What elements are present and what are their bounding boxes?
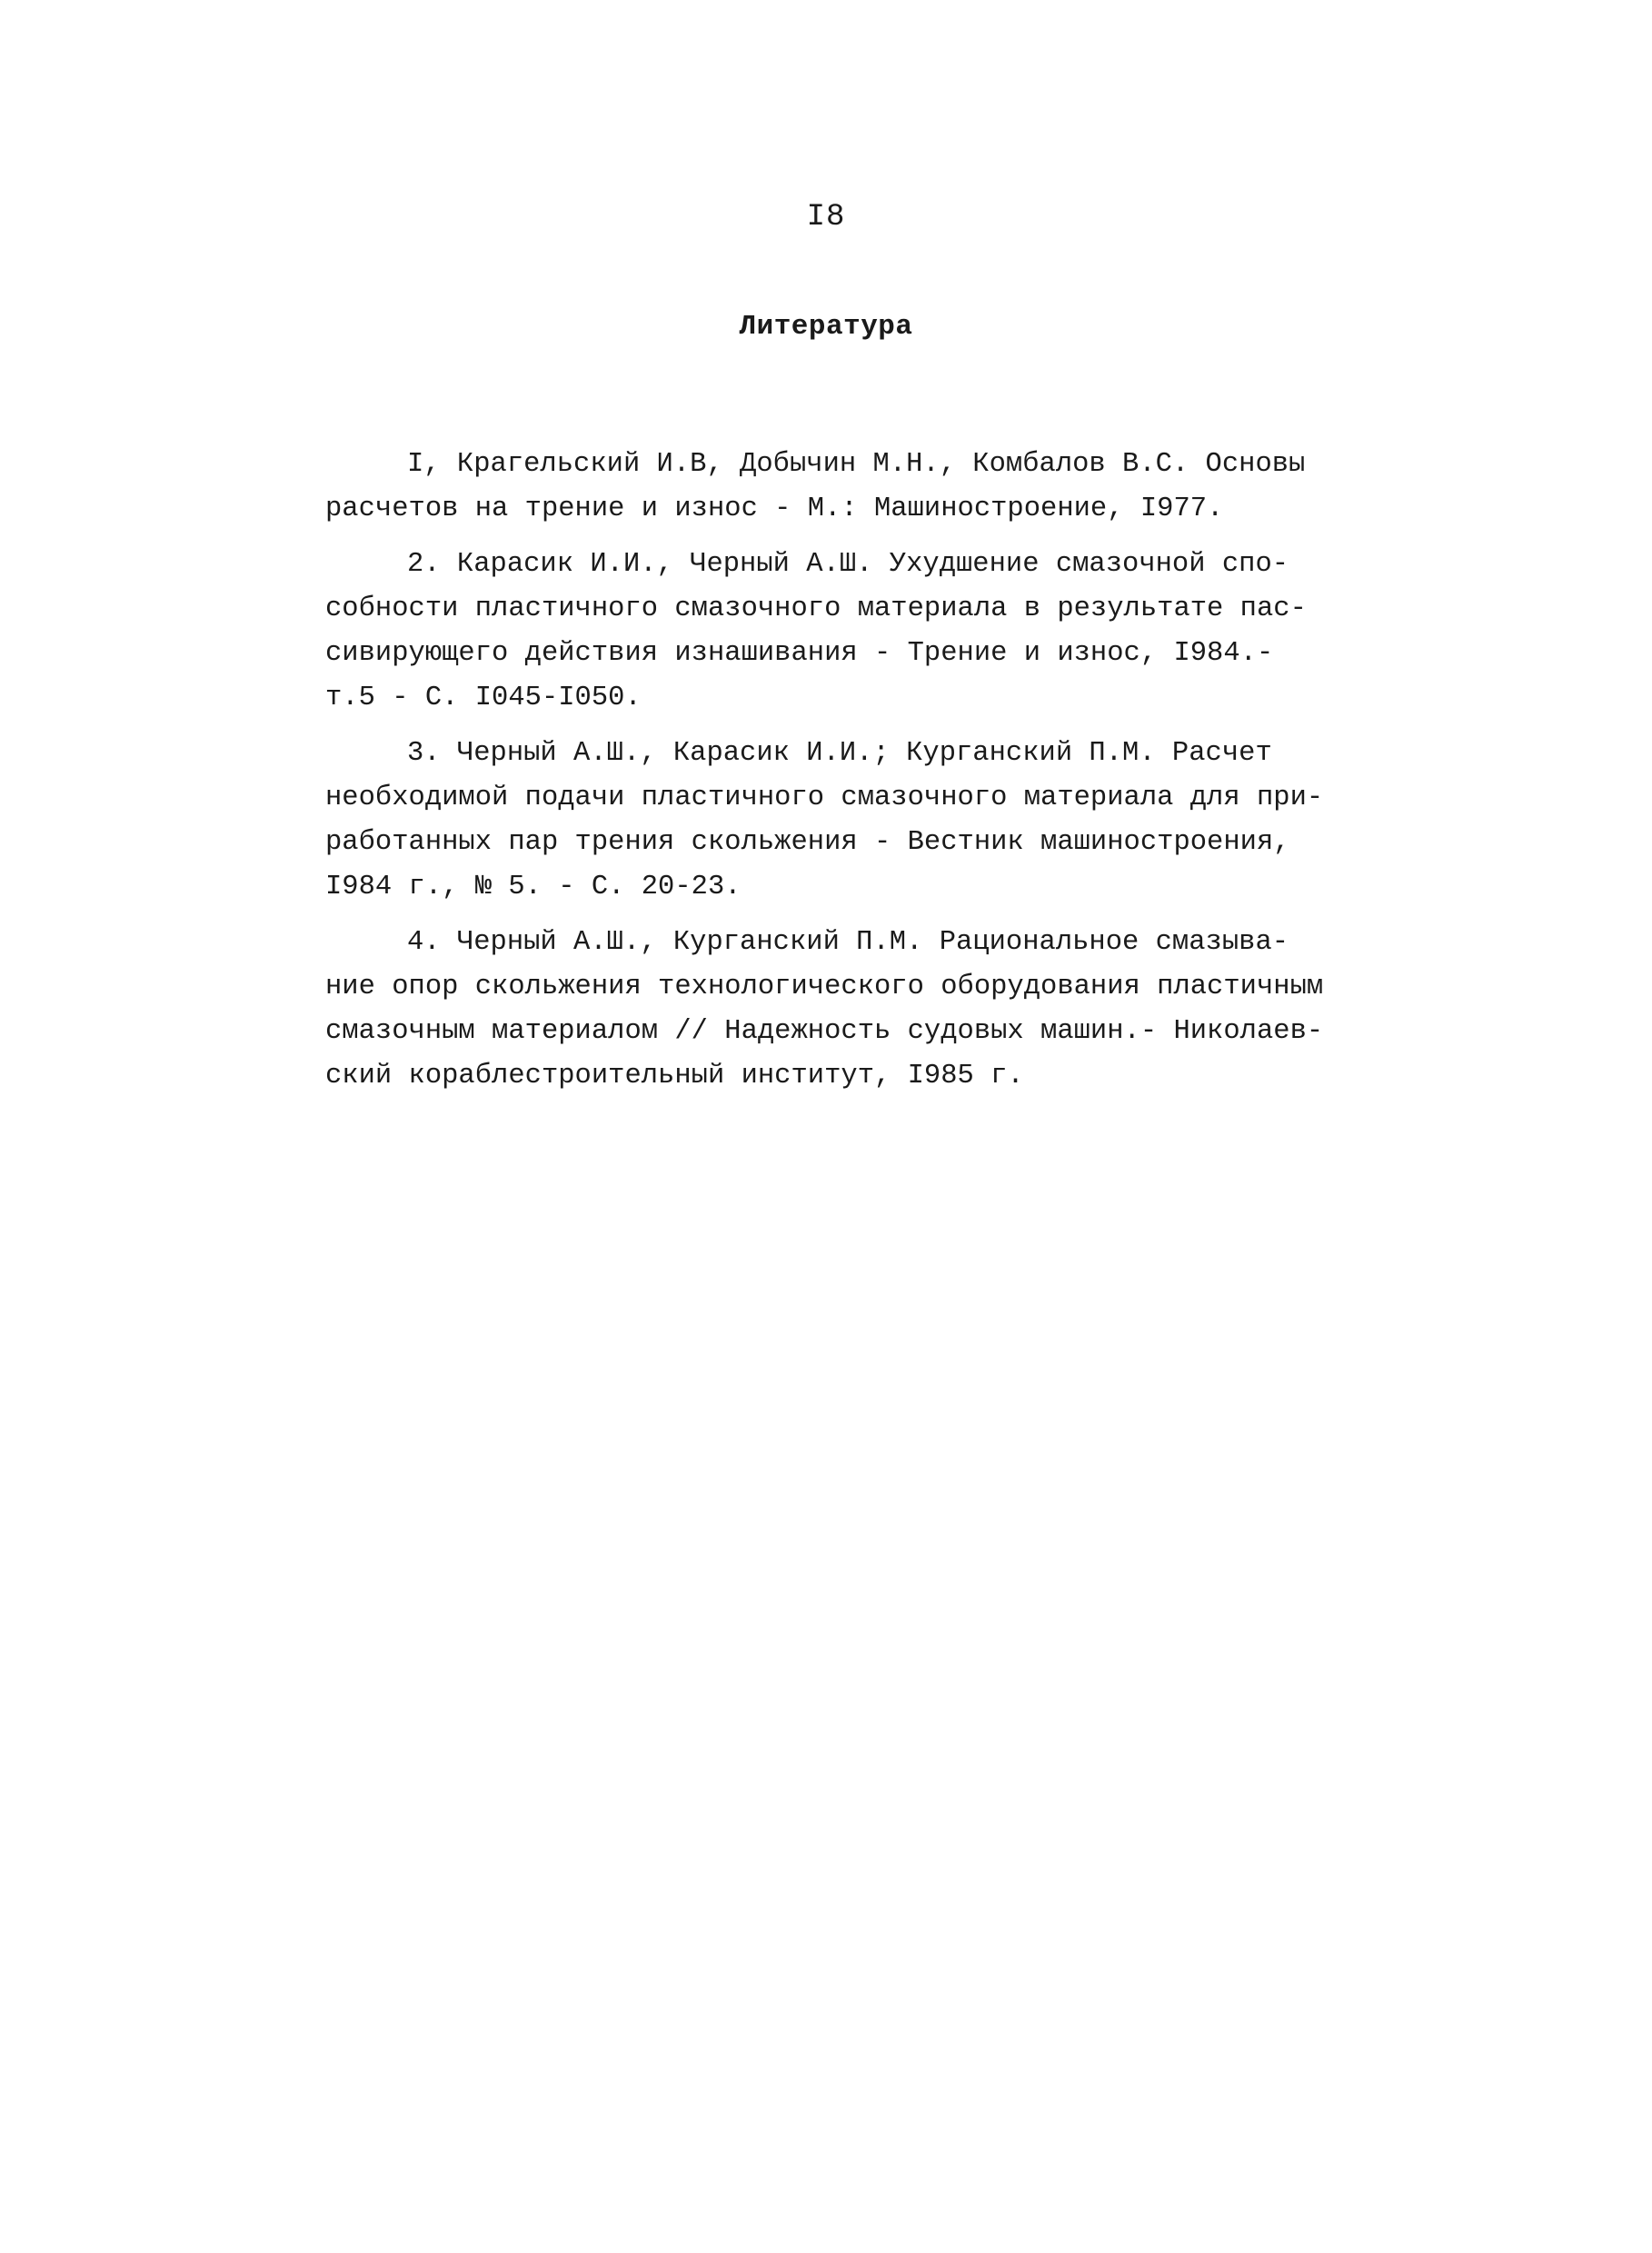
reference-line: ние опор скольжения технологического оборудования пластичным xyxy=(325,972,1324,1002)
reference-line: расчетов на трение и износ - М.: Машиностроение, I977. xyxy=(325,493,1224,524)
reference-line: собности пластичного смазочного материала в результате пас- xyxy=(325,593,1307,624)
reference-line: ский кораблестроительный институт, I985 г. xyxy=(325,1061,1024,1092)
reference-line: 4. Черный А.Ш., Курганский П.М. Рациональное смазыва- xyxy=(407,927,1289,958)
section-title: Литература xyxy=(739,311,913,343)
reference-line: т.5 - С. I045-I050. xyxy=(325,683,642,713)
reference-item xyxy=(325,443,1352,532)
reference-line: сивирующего действия изнашивания - Трение и износ, I984.- xyxy=(325,638,1274,669)
reference-line: необходимой подачи пластичного смазочного материала для при- xyxy=(325,783,1324,813)
reference-list xyxy=(325,443,1352,1110)
reference-item xyxy=(325,921,1352,1099)
reference-line: I984 г., № 5. - С. 20-23. xyxy=(325,872,741,902)
reference-line: смазочным материалом // Надежность судовых машин.- Николаев- xyxy=(325,1016,1324,1047)
page-number: I8 xyxy=(806,200,846,234)
reference-line: 2. Карасик И.И., Черный А.Ш. Ухудшение смазочной спо- xyxy=(407,549,1289,580)
reference-item xyxy=(325,543,1352,721)
reference-line: работанных пар трения скольжения - Вестник машиностроения, xyxy=(325,827,1290,858)
reference-line: I, Крагельский И.В, Добычин М.Н., Комбалов В.С. Основы xyxy=(407,449,1306,480)
reference-item xyxy=(325,732,1352,910)
reference-line: 3. Черный А.Ш., Карасик И.И.; Курганский П.М. Расчет xyxy=(407,738,1272,769)
